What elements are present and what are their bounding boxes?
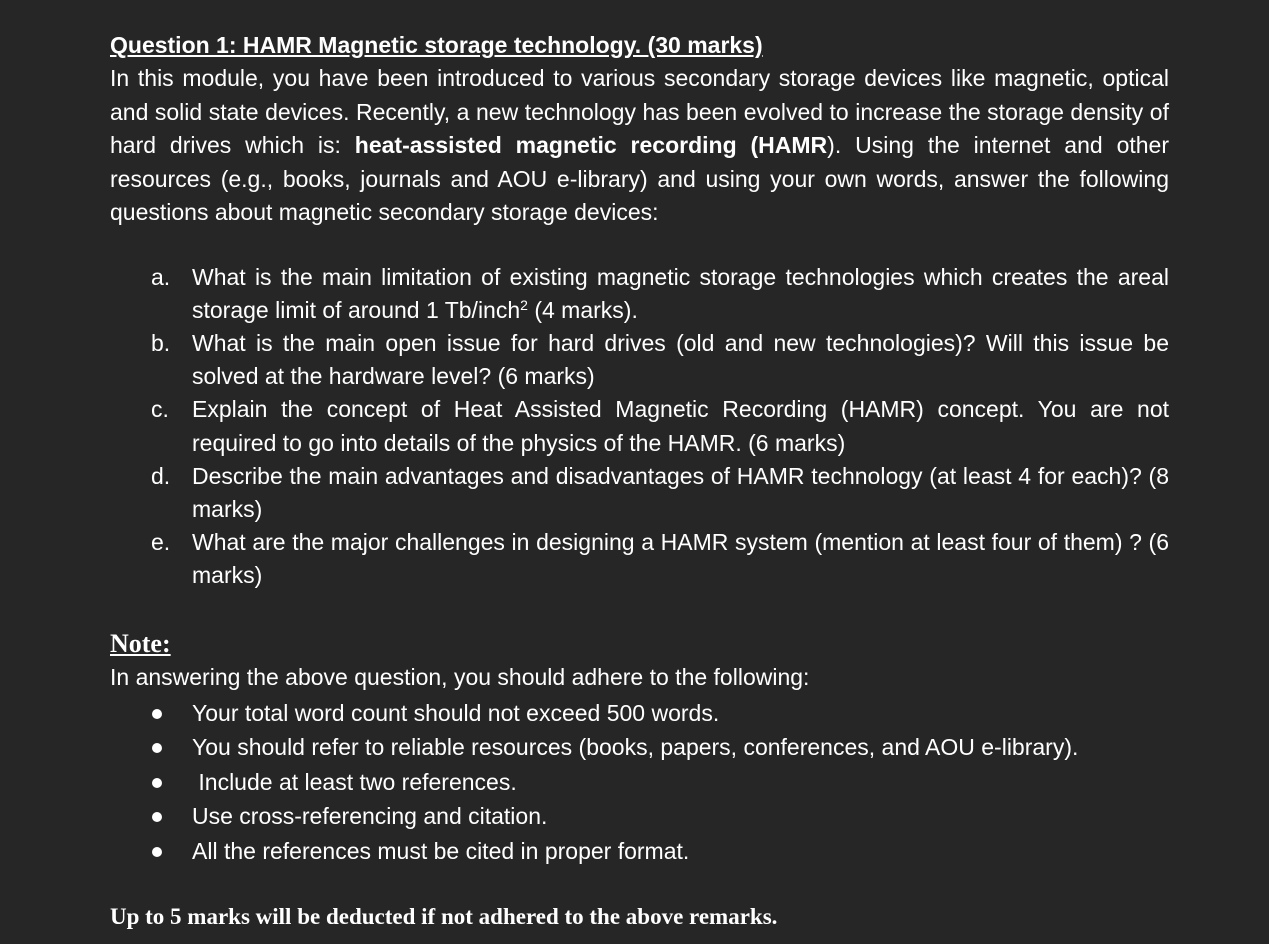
question-part-d [110,460,1169,526]
part-text: What is the main open issue for hard drives (old and new technologies)? Will this issue be solved at the hardware level? (6 marks) [192,329,1169,390]
question-title: Question 1: HAMR Magnetic storage technology. (30 marks) [110,32,763,58]
part-marker: c. [151,396,169,423]
question-part-b [110,327,1169,393]
note-bullet-item [110,765,1169,800]
intro-bold-term: heat-assisted magnetic recording (HAMR [354,132,828,158]
bullet-text: Your total word count should not exceed 500 words. [192,699,720,726]
bullet-text: Use cross-referencing and citation. [192,803,548,830]
part-marker: d. [151,462,171,489]
question-part-c [110,393,1169,459]
note-intro: In answering the above question, you should adhere to the following: [110,663,810,690]
question-parts-list [110,261,1169,593]
part-marker: a. [151,263,171,290]
note-title: Note: [110,628,171,658]
deduction-warning: Up to 5 marks will be deducted if not adhered to the above remarks. [110,904,778,929]
note-bullet-item [110,834,1169,869]
bullet-icon [152,743,162,753]
note-bullet-item [110,696,1169,731]
part-marker: b. [151,329,171,356]
bullet-text: Include at least two references. [192,768,517,795]
question-part-a [110,261,1169,327]
bullet-icon [152,778,162,788]
part-text: What are the major challenges in designing a HAMR system (mention at least four of them) ? (6 marks) [192,529,1169,589]
note-bullet-item [110,799,1169,834]
part-text: What is the main limitation of existing magnetic storage technologies which creates the areal storage limit of around 1 Tb/inch [192,263,1169,323]
superscript-2: 2 [520,296,528,313]
note-bullet-list [110,696,1169,869]
part-text-end: (4 marks). [527,296,638,323]
question-intro [110,62,1169,230]
bullet-text: All the references must be cited in proper format. [192,837,690,864]
bullet-icon [152,709,162,719]
intro-text-start: In this module, you have been introduced to various secondary storage devices like magnetic, optical and solid state devices. Recently, a new technology has been evolved to increase the storage density of hard drives which is: [110,65,1169,158]
part-marker: e. [151,529,171,556]
document-page [110,29,1169,868]
bullet-text: You should refer to reliable resources (books, papers, conferences, and AOU e-library). [192,734,1079,761]
intro-text-end: ). Using the internet and other resources (e.g., books, journals and AOU e-library) and using your own words, answer the following questions about magnetic secondary storage devices: [110,132,1169,225]
part-text: Explain the concept of Heat Assisted Magnetic Recording (HAMR) concept. You are not required to go into details of the physics of the HAMR. (6 marks) [192,396,1169,456]
note-bullet-item [110,730,1169,765]
bullet-icon [152,812,162,822]
bullet-icon [152,847,162,857]
part-text: Describe the main advantages and disadvantages of HAMR technology (at least 4 for each)? (8 marks) [192,462,1169,522]
question-part-e [110,526,1169,592]
